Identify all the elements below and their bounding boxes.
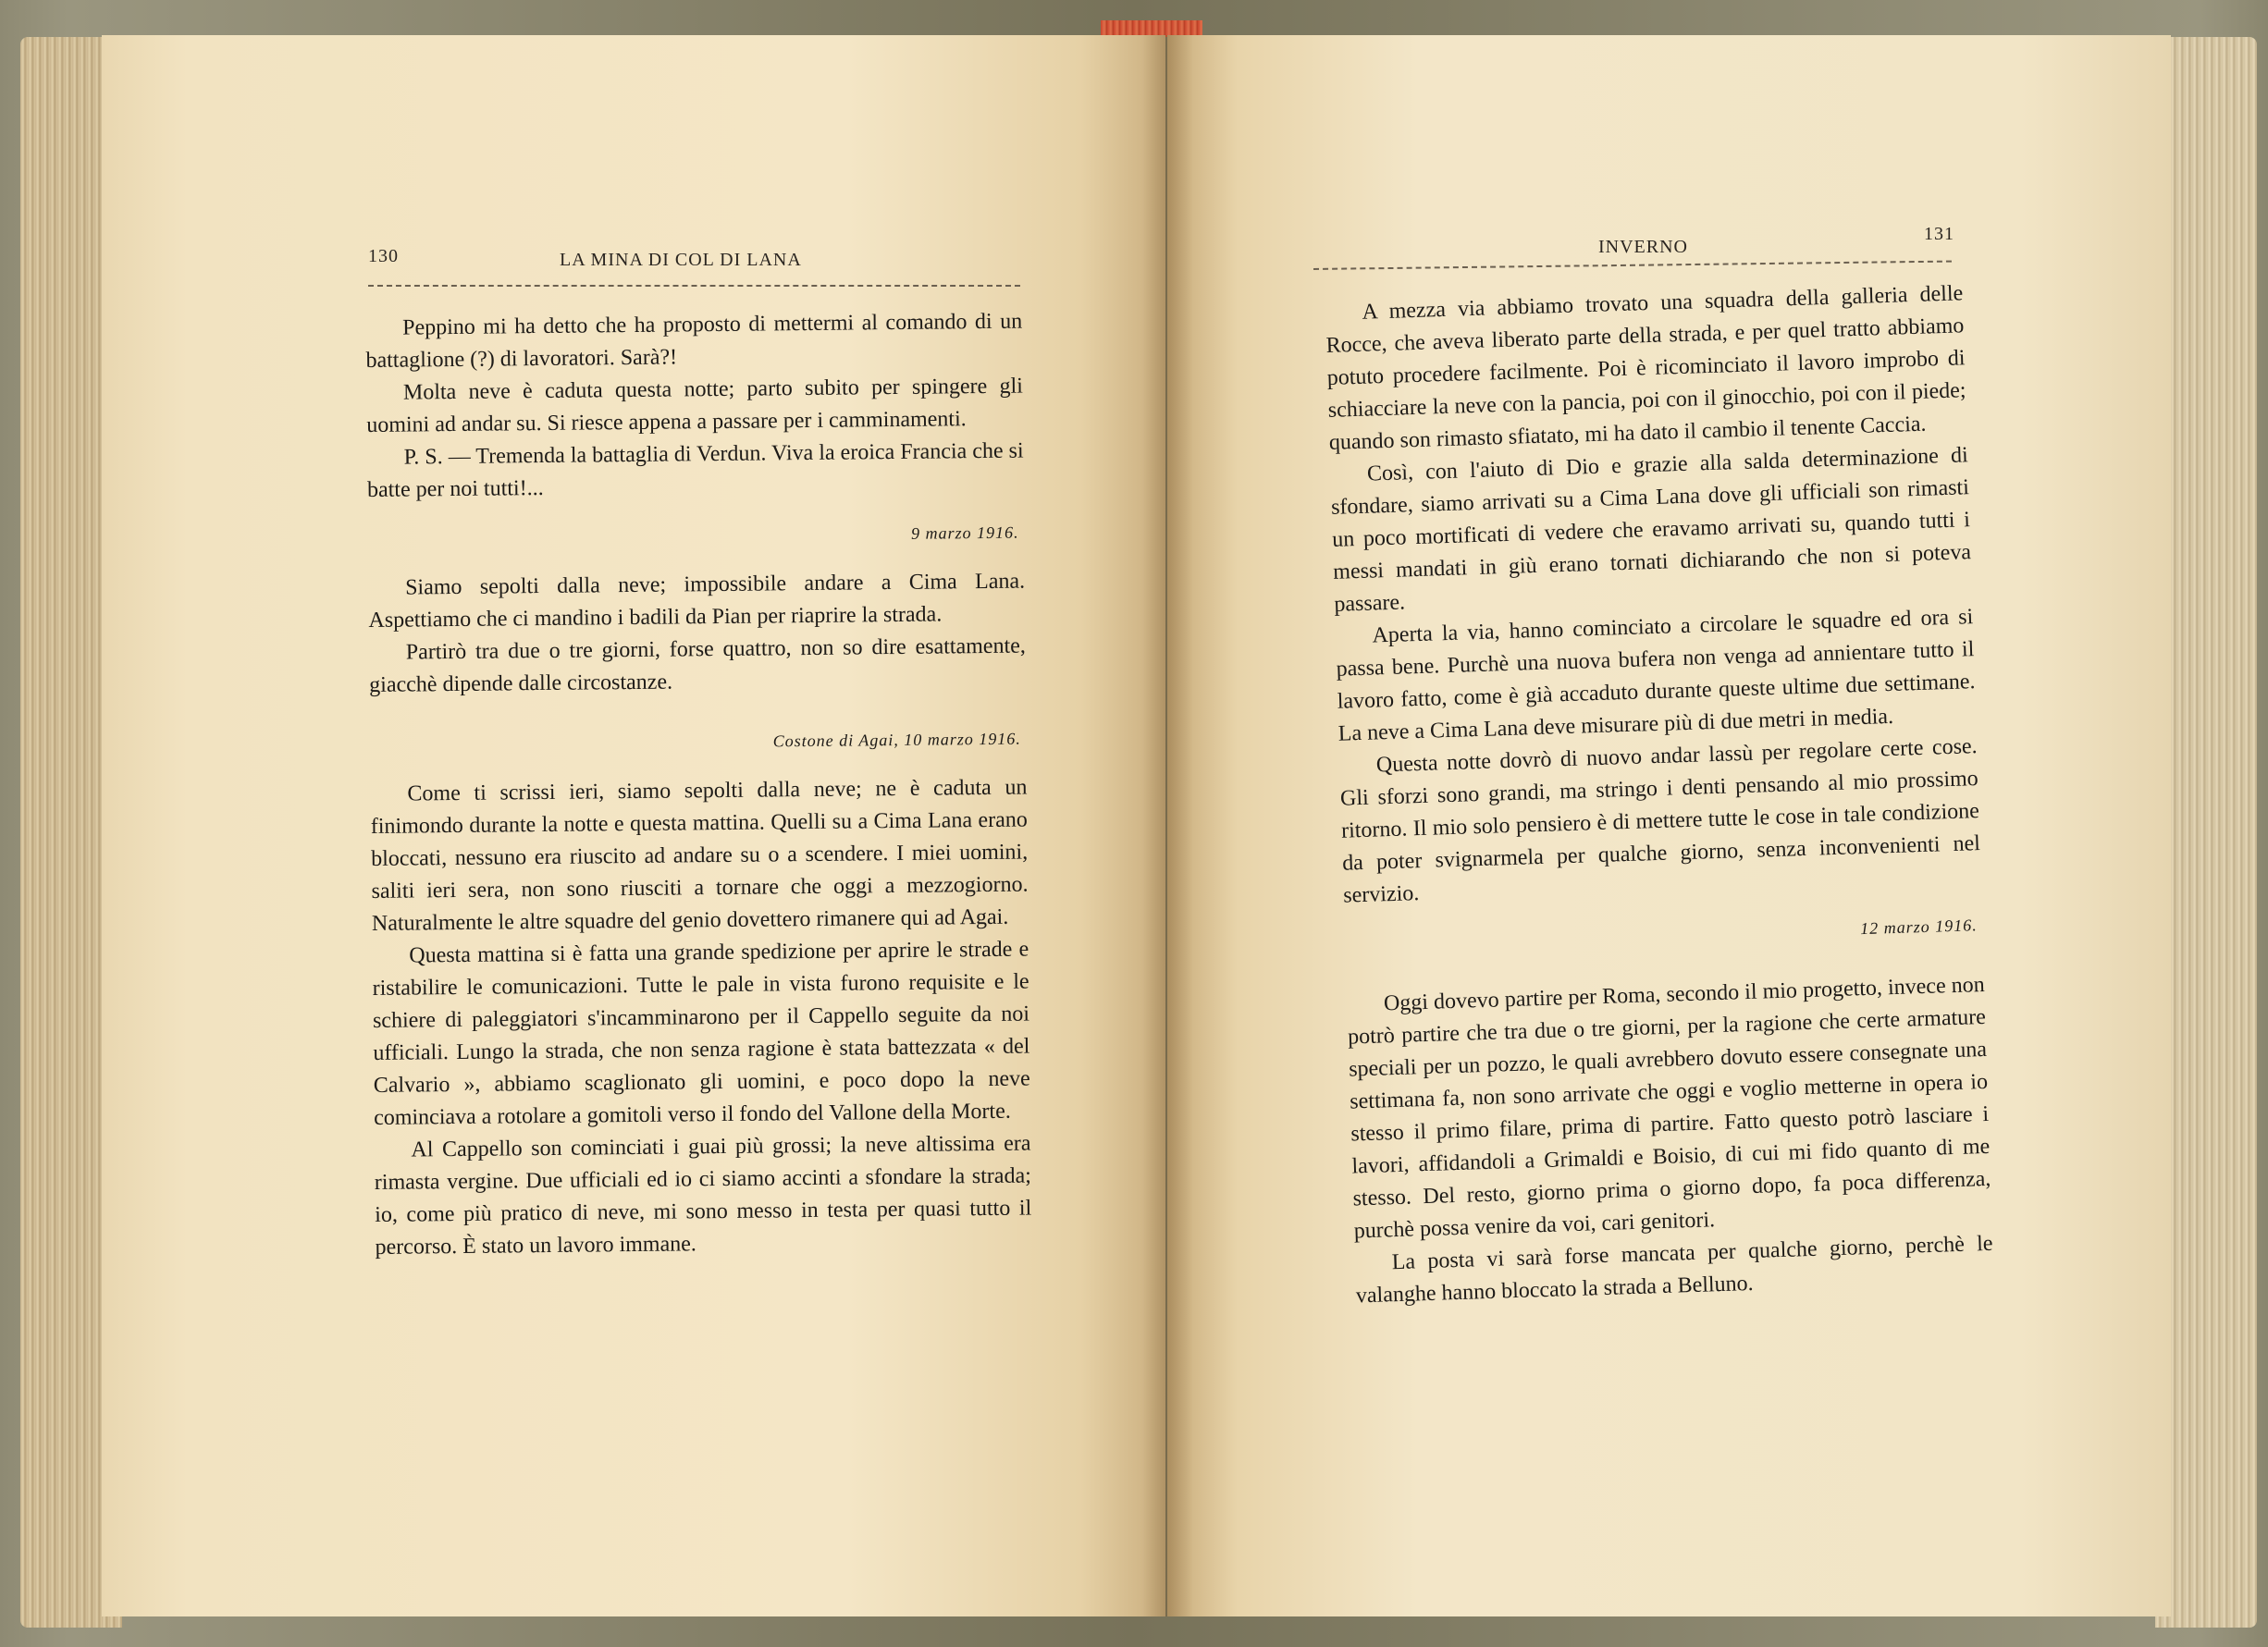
left-header-rule — [368, 285, 1020, 287]
paragraph: Siamo sepolti dalla neve; impossibile andare a Cima Lana. Aspettiamo che ci mandino i badili da Pian per riaprire la strada. — [368, 569, 1026, 633]
paragraph: Oggi dovevo partire per Roma, secondo il mio progetto, invece non potrò partire che tra due o tre giorni, per la ragione che certe armature speciali per un pozzo, le quali avrebbero dovuto essere consegnate una settimana fa, non sono arrivate che oggi e voglio metterne in opera io stesso il primo filare, prima di partire. Fatto questo potrò lasciare i lavori, affidandoli a Grimaldi e Boisio, di cui mi fido quanto di me stesso. Del resto, giorno prima o giorno dopo, fa poca differenza, purchè possa venire da voi, cari genitori. — [1347, 972, 1991, 1244]
spine-gutter — [1142, 35, 1193, 1616]
paragraph: A mezza via abbiamo trovato una squadra della galleria delle Rocce, che aveva liberato parte della strada, e per quel tratto abbiamo potuto procedere facilmente. Poi è ricominciato il lavoro improbo di schiacciare la neve con la pancia, poi con il ginocchio, poi con il piede; quando son rimasto sfiatato, mi ha dato il cambio il tenente Caccia. — [1325, 281, 1966, 455]
left-running-title: LA MINA DI COL DI LANA — [560, 250, 802, 270]
paragraph: Peppino mi ha detto che ha proposto di mettermi al comando di un battaglione (?) di lavoratori. Sarà?! — [365, 309, 1023, 373]
paragraph: Aperta la via, hanno cominciato a circolare le squadre ed ora si passa bene. Purchè una nuova bufera non venga ad annientare tutto il lavoro fatto, come è già accaduto durante queste ultime due settimane. La neve a Cima Lana deve misurare più di due metri in media. — [1336, 605, 1976, 746]
right-page-body — [1325, 277, 1994, 1312]
paragraph: Al Cappello son cominciati i guai più grossi; la neve altissima era rimasta vergine. Due ufficiali ed io ci siamo accinti a sfondare la strada; io, come più pratico di neve, mi sono messo in testa per quasi tutto il percorso. È stato un lavoro immane. — [374, 1131, 1032, 1260]
right-running-title: INVERNO — [1598, 237, 1688, 257]
paragraph: Molta neve è caduta questa notte; parto subito per spingere gli uomini ad andar su. Si riesce appena a passare per i camminamenti. — [366, 374, 1024, 437]
paragraph: Partirò tra due o tre giorni, forse quattro, non so dire esattamente, giacchè dipende dalle circostanze. — [369, 633, 1026, 697]
left-page-body — [365, 306, 1032, 1264]
entry-date: Costone di Agai, 10 marzo 1916. — [772, 729, 1021, 751]
paragraph: Questa notte dovrò di nuovo andar lassù per regolare certe cose. Gli sforzi sono grandi, ma stringo i denti pensando al mio prossimo ritorno. Il mio solo pensiero è di mettere tutte le cose in tale condizione da poter svignarmela per qualche giorno, senza inconvenienti nel servizio. — [1339, 734, 1981, 908]
paragraph: P. S. — Tremenda la battaglia di Verdun. Viva la eroica Francia che si batte per noi tutti!... — [366, 438, 1024, 502]
right-page-number: 131 — [1924, 224, 1954, 244]
entry-date: 9 marzo 1916. — [910, 522, 1019, 543]
left-page-number: 130 — [368, 246, 399, 266]
entry-date: 12 marzo 1916. — [1859, 916, 1978, 939]
paragraph: Così, con l'aiuto di Dio e grazie alla salda determinazione di sfondare, siamo arrivati su a Cima Lana dove gli ufficiali son rimasti un poco mortificati di vedere che eravamo arrivati su, quando tutti i messi mandati in giù erano tornati dichiarando che non si poteva passare. — [1330, 443, 1972, 617]
paragraph: Come ti scrissi ieri, siamo sepolti dalla neve; ne è caduta un finimondo durante la notte e questa mattina. Quelli su a Cima Lana erano bloccati, nessuno era riuscito ad andare su o a scendere. I miei uomini, saliti ieri sera, non sono riusciti a tornare che oggi a mezzogiorno. Naturalmente le altre squadre del genio dovettero rimanere qui ad Agai. — [370, 775, 1029, 936]
paragraph: La posta vi sarà forse mancata per qualche giorno, perchè le valanghe hanno bloccato la strada a Belluno. — [1355, 1231, 1993, 1309]
paragraph: Questa mattina si è fatta una grande spedizione per aprire le strade e ristabilire le comunicazioni. Tutte le pale in vista furono requisite e le schiere di paleggiatori s'incamminarono per il Cappello seguite da noi ufficiali. Lungo la strada, che non senza ragione è stata battezzata « del Calvario », abbiamo scaglionato gli uomini, e poco dopo la neve cominciava a rotolare a gomitoli verso il fondo del Vallone della Morte. — [372, 937, 1030, 1130]
